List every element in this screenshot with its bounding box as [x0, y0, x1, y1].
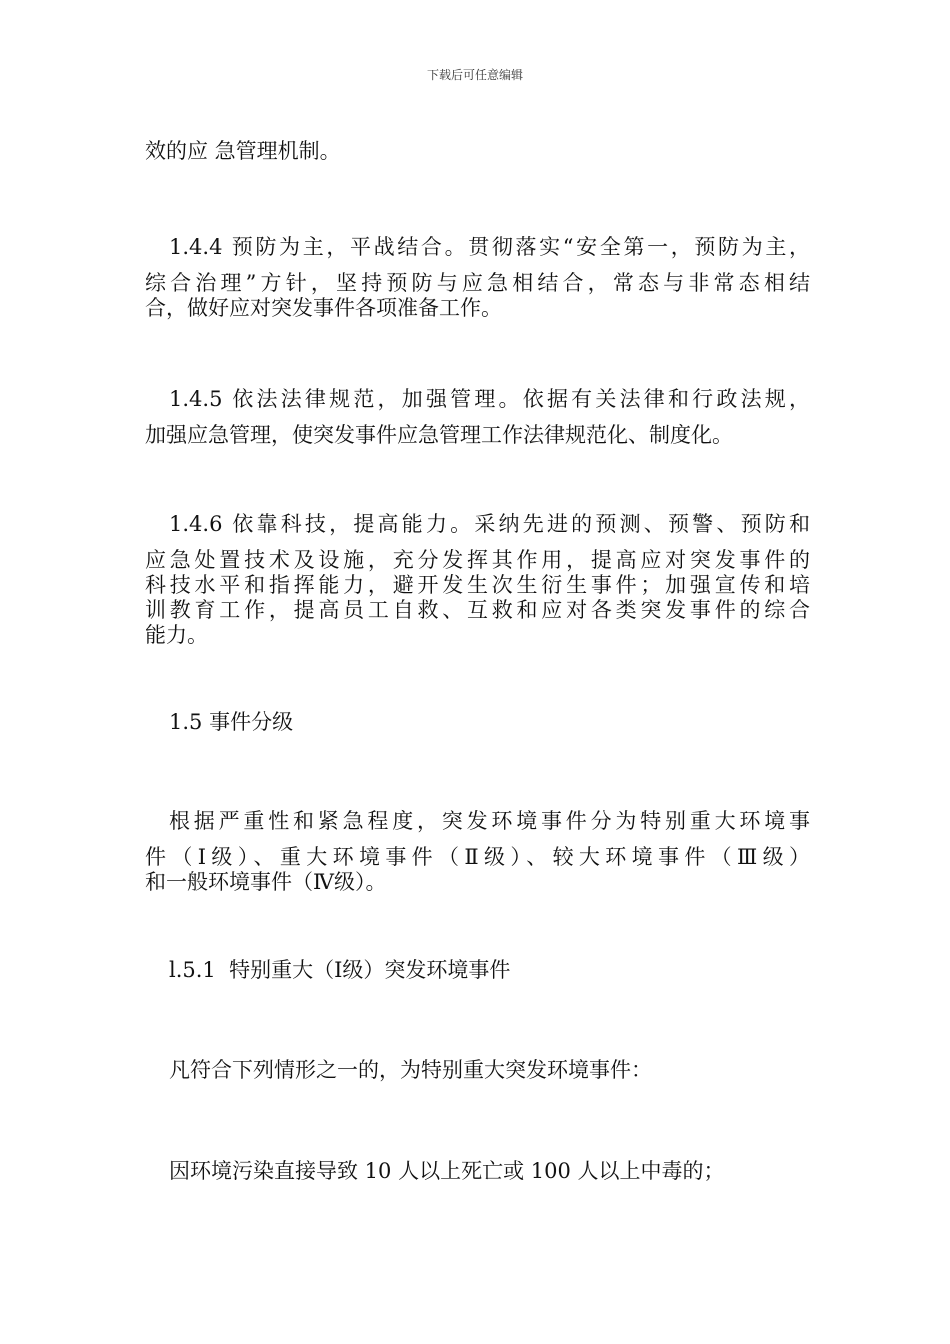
- paragraph-criteria-intro: [145, 1058, 810, 1083]
- paragraph-line: 效的应 急管理机制。: [145, 139, 341, 163]
- paragraph-line: 能力。: [145, 623, 208, 647]
- heading-line: l.5.1 特别重大（Ⅰ级）突发环境事件: [169, 958, 511, 982]
- paragraph-line: 训教育工作，提高员工自救、互救和应对各类突发事件的综合: [145, 598, 810, 622]
- page-header: 下载后可任意编辑: [426, 68, 523, 82]
- section-heading-1-5: [145, 710, 810, 735]
- paragraph-line: 应急处置技术及设施，充分发挥其作用，提高应对突发事件的: [145, 548, 810, 572]
- paragraph-continuation: [145, 139, 810, 164]
- paragraph-classification: [145, 809, 810, 895]
- paragraph-line: 1.4.6 依靠科技，提高能力。采纳先进的预测、预警、预防和: [169, 512, 810, 536]
- heading-line: 1.5 事件分级: [169, 710, 294, 734]
- paragraph-line: 凡符合下列情形之一的，为特别重大突发环境事件：: [169, 1058, 652, 1082]
- paragraph-line: 合，做好应对突发事件各项准备工作。: [145, 296, 502, 320]
- paragraph-line: 科技水平和指挥能力，避开发生次生衍生事件；加强宣传和培: [145, 573, 810, 597]
- paragraph-line: 加强应急管理，使突发事件应急管理工作法律规范化、制度化。: [145, 423, 733, 447]
- paragraph-line: 件（Ⅰ级）、重大环境事件（Ⅱ级）、较大环境事件（Ⅲ级）: [145, 845, 810, 869]
- paragraph-1-4-6: [145, 512, 810, 648]
- paragraph-line: 因环境污染直接导致 10 人以上死亡或 100 人以上中毒的；: [169, 1159, 725, 1183]
- section-heading-1-5-1: [145, 958, 810, 983]
- paragraph-line: 1.4.4 预防为主，平战结合。贯彻落实“安全第一，预防为主，: [169, 235, 810, 259]
- paragraph-1-4-4: [145, 235, 810, 321]
- paragraph-line: 根据严重性和紧急程度，突发环境事件分为特别重大环境事: [169, 809, 810, 833]
- paragraph-line: 和一般环境事件（Ⅳ级）。: [145, 870, 387, 894]
- paragraph-1-4-5: [145, 387, 810, 448]
- paragraph-line: 1.4.5 依法法律规范，加强管理。依据有关法律和行政法规，: [169, 387, 810, 411]
- paragraph-line: 综合治理”方针，坚持预防与应急相结合，常态与非常态相结: [145, 271, 810, 295]
- paragraph-criteria-1: [145, 1159, 810, 1184]
